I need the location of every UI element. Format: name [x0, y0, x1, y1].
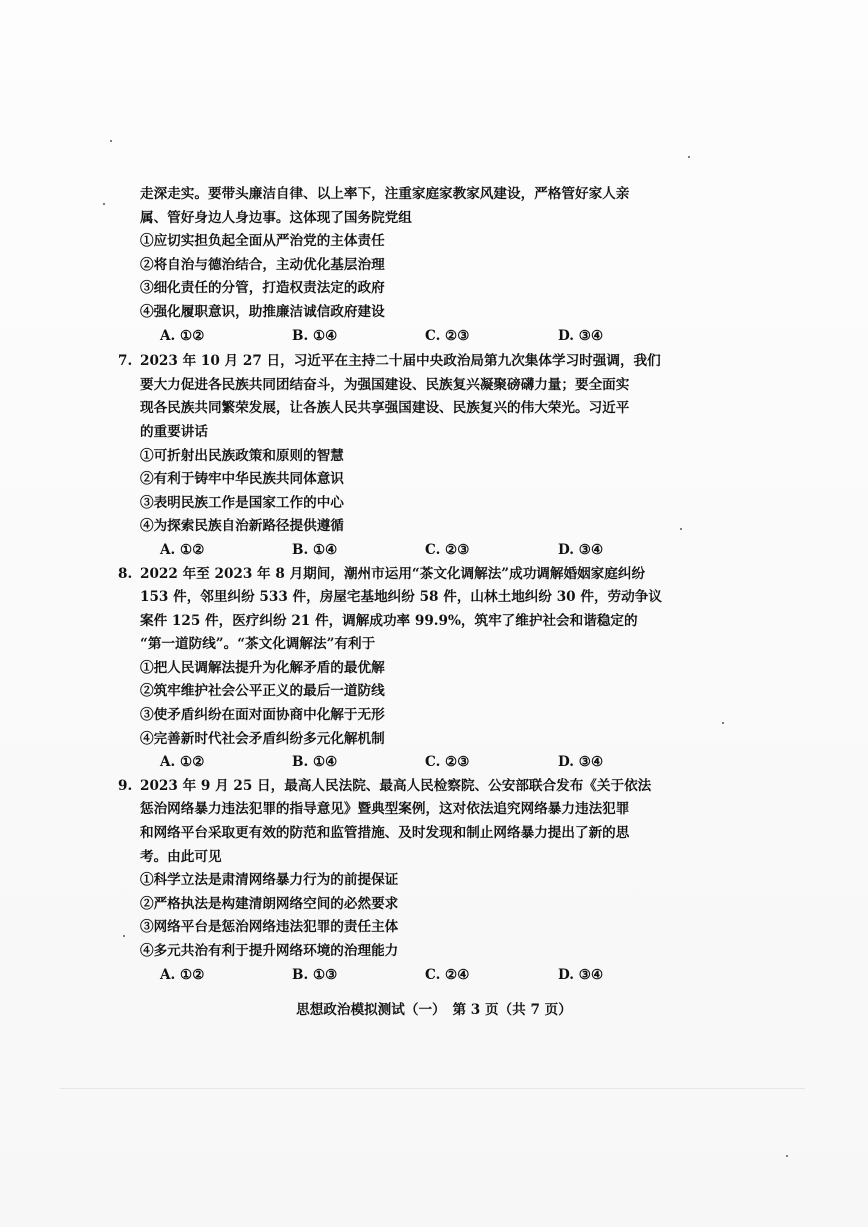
question-6-continuation: [140, 183, 680, 348]
stem-line: 走深走实。要带头廉洁自律、以上率下，注重家庭家教家风建设，严格管好家人亲: [140, 186, 630, 202]
statement: ④强化履职意识，助推廉洁诚信政府建设: [140, 303, 385, 320]
answer-options: [140, 751, 680, 775]
option-a: A. ①②: [160, 541, 205, 558]
question-9: [118, 775, 680, 987]
stem-line: 考。由此可见: [140, 848, 222, 865]
stem-line: 153 件，邻里纠纷 533 件，房屋宅基地纠纷 58 件，山林土地纠纷 30 件，劳动争议: [140, 589, 662, 606]
stem-line: 案件 125 件，医疗纠纷 21 件，调解成功率 99.9%，筑牢了维护社会和谐稳定的: [140, 612, 638, 629]
answer-options: [140, 325, 680, 349]
question-7: [118, 350, 680, 562]
stem-line: 2023 年 10 月 27 日，习近平在主持二十届中央政治局第九次集体学习时强调，我们: [140, 353, 661, 370]
scan-edge-line: [60, 1088, 805, 1089]
stem-line: 现各民族共同繁荣发展，让各族人民共享强国建设、民族复兴的伟大荣光。习近平: [140, 400, 630, 417]
option-d: D. ③④: [558, 754, 604, 771]
statement: ①科学立法是肃清网络暴力行为的前提保证: [140, 872, 399, 889]
question-8: [118, 563, 680, 775]
stem-line: 要大力促进各民族共同团结奋斗，为强国建设、民族复兴凝聚磅礴力量；要全面实: [140, 376, 630, 393]
statement: ④多元共治有利于提升网络环境的治理能力: [140, 943, 399, 959]
scan-speck: [103, 203, 105, 205]
stem-line: 2022 年至 2023 年 8 月期间，潮州市运用“茶文化调解法”成功调解婚姻家庭纠纷: [140, 565, 646, 582]
option-d: D. ③④: [558, 541, 604, 558]
question-number: 7.: [118, 353, 133, 370]
question-number: 8.: [118, 565, 133, 582]
option-b: B. ①④: [292, 541, 338, 558]
statement: ②严格执法是构建清朗网络空间的必然要求: [140, 895, 399, 912]
scan-speck: [123, 935, 125, 937]
statement: ④完善新时代社会矛盾纠纷多元化解机制: [140, 730, 385, 747]
option-d: D. ③④: [558, 966, 604, 983]
statement: ③细化责任的分管，打造权责法定的政府: [140, 280, 385, 297]
statement: ①把人民调解法提升为化解矛盾的最优解: [140, 659, 385, 676]
option-c: C. ②③: [425, 327, 470, 344]
question-content: [118, 183, 680, 987]
statement: ④为探索民族自治新路径提供遵循: [140, 518, 344, 535]
option-d: D. ③④: [558, 327, 604, 344]
scan-speck: [688, 156, 690, 158]
stem-line: 的重要讲话: [140, 423, 208, 440]
statement: ③使矛盾纠纷在面对面协商中化解于无形: [140, 707, 385, 724]
statement: ③网络平台是惩治网络违法犯罪的责任主体: [140, 919, 399, 936]
option-c: C. ②④: [425, 966, 470, 983]
option-a: A. ①②: [160, 327, 205, 344]
stem-line: 属、管好身边人身边事。这体现了国务院党组: [140, 209, 412, 226]
option-a: A. ①②: [160, 754, 205, 771]
statement: ②将自治与德治结合，主动优化基层治理: [140, 256, 385, 273]
page-footer: 思想政治模拟测试（一） 第 3 页（共 7 页）: [296, 1002, 572, 1018]
stem-line: 和网络平台采取更有效的防范和监管措施、及时发现和制止网络暴力提出了新的思: [140, 825, 630, 842]
option-b: B. ①③: [292, 966, 338, 983]
statement: ③表明民族工作是国家工作的中心: [140, 494, 344, 511]
scan-speck: [680, 528, 682, 530]
scan-speck: [786, 1155, 788, 1157]
stem-line: 2023 年 9 月 25 日，最高人民法院、最高人民检察院、公安部联合发布《关于依法: [140, 777, 652, 794]
option-b: B. ①④: [292, 327, 338, 344]
stem-line: “第一道防线”。“茶文化调解法”有利于: [140, 636, 376, 653]
statement: ①应切实担负起全面从严治党的主体责任: [140, 233, 385, 250]
stem-line: 惩治网络暴力违法犯罪的指导意见》暨典型案例，这对依法追究网络暴力违法犯罪: [140, 801, 630, 818]
option-c: C. ②③: [425, 754, 470, 771]
scan-speck: [110, 140, 112, 142]
question-number: 9.: [118, 777, 133, 794]
option-b: B. ①④: [292, 754, 338, 771]
option-c: C. ②③: [425, 541, 470, 558]
statement: ①可折射出民族政策和原则的智慧: [140, 447, 344, 464]
option-a: A. ①②: [160, 966, 205, 983]
statement: ②有利于铸牢中华民族共同体意识: [140, 471, 344, 488]
answer-options: [140, 964, 680, 988]
answer-options: [140, 539, 680, 563]
statement: ②筑牢维护社会公平正义的最后一道防线: [140, 683, 385, 700]
scan-speck: [722, 722, 724, 724]
